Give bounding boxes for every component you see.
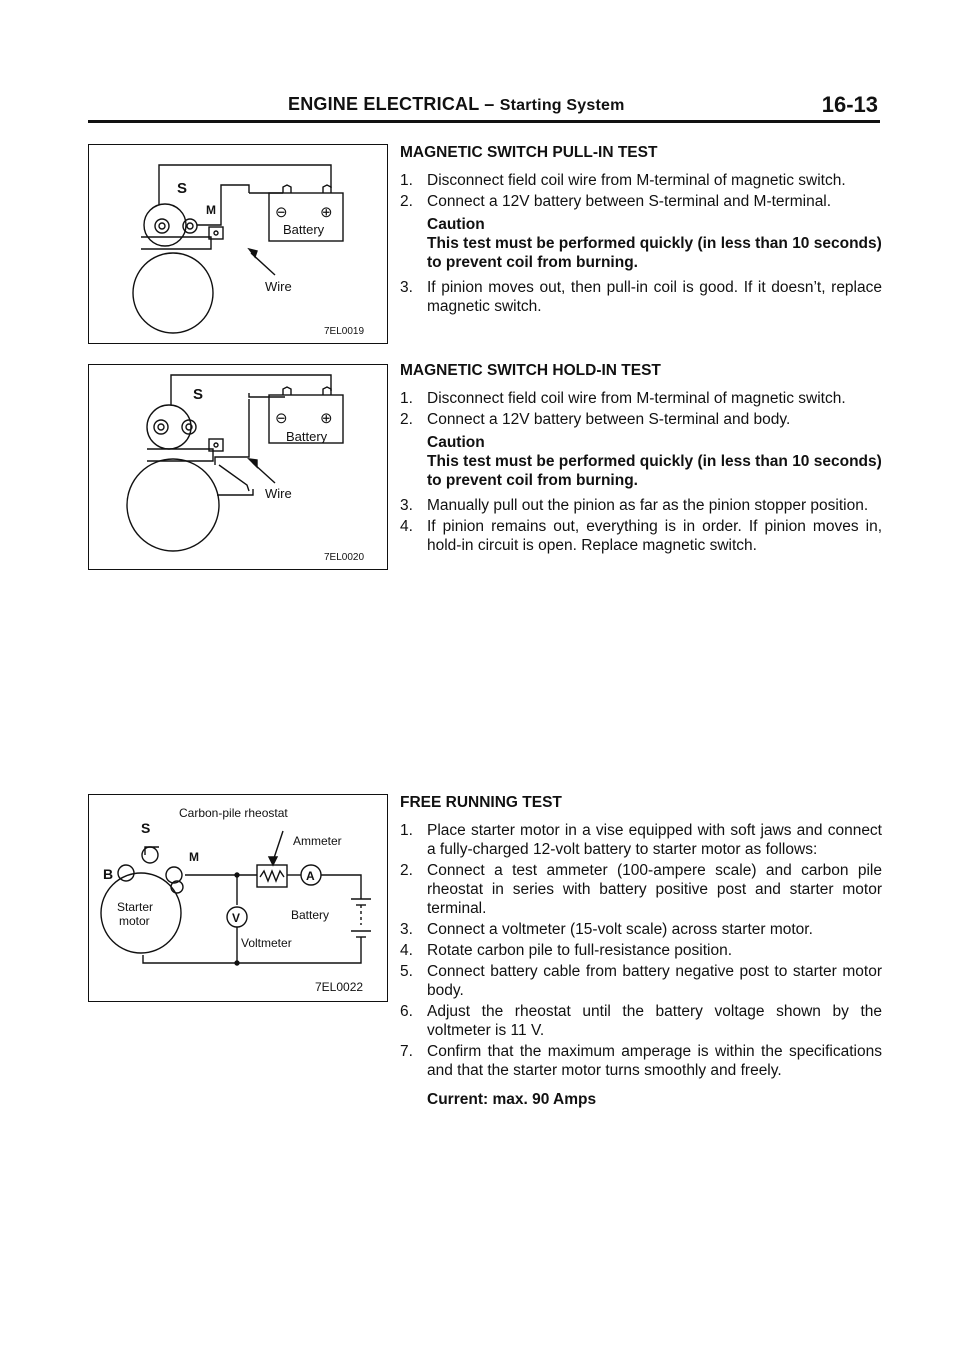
- list-item: 1. Disconnect field coil wire from M-terminal of magnetic switch.: [400, 390, 846, 407]
- label-s: S: [177, 180, 188, 197]
- title-main: ENGINE ELECTRICAL: [288, 94, 480, 114]
- list-item: 3. If pinion moves out, then pull-in coil is good. If it doesn’t, replace magnetic switch.: [400, 279, 882, 315]
- free-running-diagram: [89, 795, 387, 1001]
- rheostat-label: Carbon-pile rheostat: [179, 806, 288, 820]
- section-free-running: [400, 793, 882, 1109]
- figure-code: 7EL0020: [324, 552, 365, 563]
- list-item: 4. Rotate carbon pile to full-resistance position.: [400, 942, 732, 959]
- header-rule: [88, 120, 880, 123]
- section-heading: FREE RUNNING TEST: [400, 794, 562, 811]
- label-m: M: [206, 203, 216, 217]
- battery-label: Battery: [291, 908, 330, 922]
- caution-note: Caution This test must be performed quickly (in less than 10 seconds) to prevent coil from burning.: [427, 216, 882, 271]
- current-spec: Current: max. 90 Amps: [427, 1091, 597, 1108]
- step-list: [400, 278, 882, 316]
- battery-label: Battery: [283, 222, 325, 237]
- list-item: 1. Place starter motor in a vise equipped with soft jaws and connect a fully-charged 12-volt battery to starter motor as follows:: [400, 822, 882, 858]
- step-list: [400, 496, 882, 555]
- ammeter-icon: A: [306, 869, 315, 883]
- list-item: 2. Connect a 12V battery between S-terminal and body.: [400, 411, 791, 428]
- title-sub: Starting System: [499, 97, 625, 114]
- starter-label-1: Starter: [117, 900, 154, 914]
- figure-hold-in: [88, 364, 388, 570]
- page-title: [288, 94, 625, 115]
- list-item: 1. Disconnect field coil wire from M-terminal of magnetic switch.: [400, 172, 846, 189]
- list-item: 3. Manually pull out the pinion as far as the pinion stopper position.: [400, 497, 869, 514]
- list-item: 2. Connect a test ammeter (100-ampere scale) and carbon pile rheostat in series with battery positive post and starter motor terminal.: [400, 862, 882, 917]
- step-list: [400, 171, 882, 211]
- page-number: 16-13: [821, 92, 878, 117]
- wire-label: Wire: [265, 279, 292, 294]
- list-item: 3. Connect a voltmeter (15-volt scale) across starter motor.: [400, 921, 813, 938]
- battery-label: Battery: [286, 429, 328, 444]
- step-list: [400, 389, 882, 429]
- list-item: 5. Connect battery cable from battery negative post to starter motor body.: [400, 963, 882, 999]
- label-s: S: [193, 386, 204, 403]
- label-s: S: [141, 820, 151, 836]
- section-heading: MAGNETIC SWITCH PULL-IN TEST: [400, 144, 658, 161]
- starter-label-2: motor: [119, 914, 150, 928]
- ammeter-label: Ammeter: [293, 834, 342, 848]
- section-heading: MAGNETIC SWITCH HOLD-IN TEST: [400, 362, 661, 379]
- pull-in-diagram: [89, 145, 387, 343]
- title-dash: –: [484, 94, 495, 114]
- hold-in-diagram: [89, 365, 387, 569]
- section-pull-in: [400, 143, 882, 318]
- battery-minus-icon: ⊖: [275, 410, 288, 427]
- battery-plus-icon: ⊕: [320, 204, 333, 221]
- voltmeter-icon: V: [232, 911, 241, 925]
- label-m: M: [189, 850, 199, 864]
- list-item: 4. If pinion remains out, everything is in order. If pinion moves in, hold-in circuit is open. Replace magnetic switch.: [400, 518, 882, 554]
- battery-plus-icon: ⊕: [320, 410, 333, 427]
- page-header: [88, 94, 880, 124]
- battery-minus-icon: ⊖: [275, 204, 288, 221]
- list-item: 7. Confirm that the maximum amperage is within the specifications and that the starter motor turns smoothly and freely.: [400, 1043, 882, 1079]
- label-b: B: [103, 866, 114, 882]
- figure-pull-in: [88, 144, 388, 344]
- caution-note: Caution This test must be performed quickly (in less than 10 seconds) to prevent coil from burning.: [427, 434, 882, 489]
- wire-label: Wire: [265, 486, 292, 501]
- section-hold-in: [400, 361, 882, 557]
- figure-free-running: [88, 794, 388, 1002]
- figure-code: 7EL0022: [315, 980, 364, 994]
- voltmeter-label: Voltmeter: [241, 936, 292, 950]
- figure-code: 7EL0019: [324, 326, 365, 337]
- list-item: 6. Adjust the rheostat until the battery voltage shown by the voltmeter is 11 V.: [400, 1003, 882, 1039]
- list-item: 2. Connect a 12V battery between S-terminal and M-terminal.: [400, 193, 832, 210]
- step-list: [400, 821, 882, 1080]
